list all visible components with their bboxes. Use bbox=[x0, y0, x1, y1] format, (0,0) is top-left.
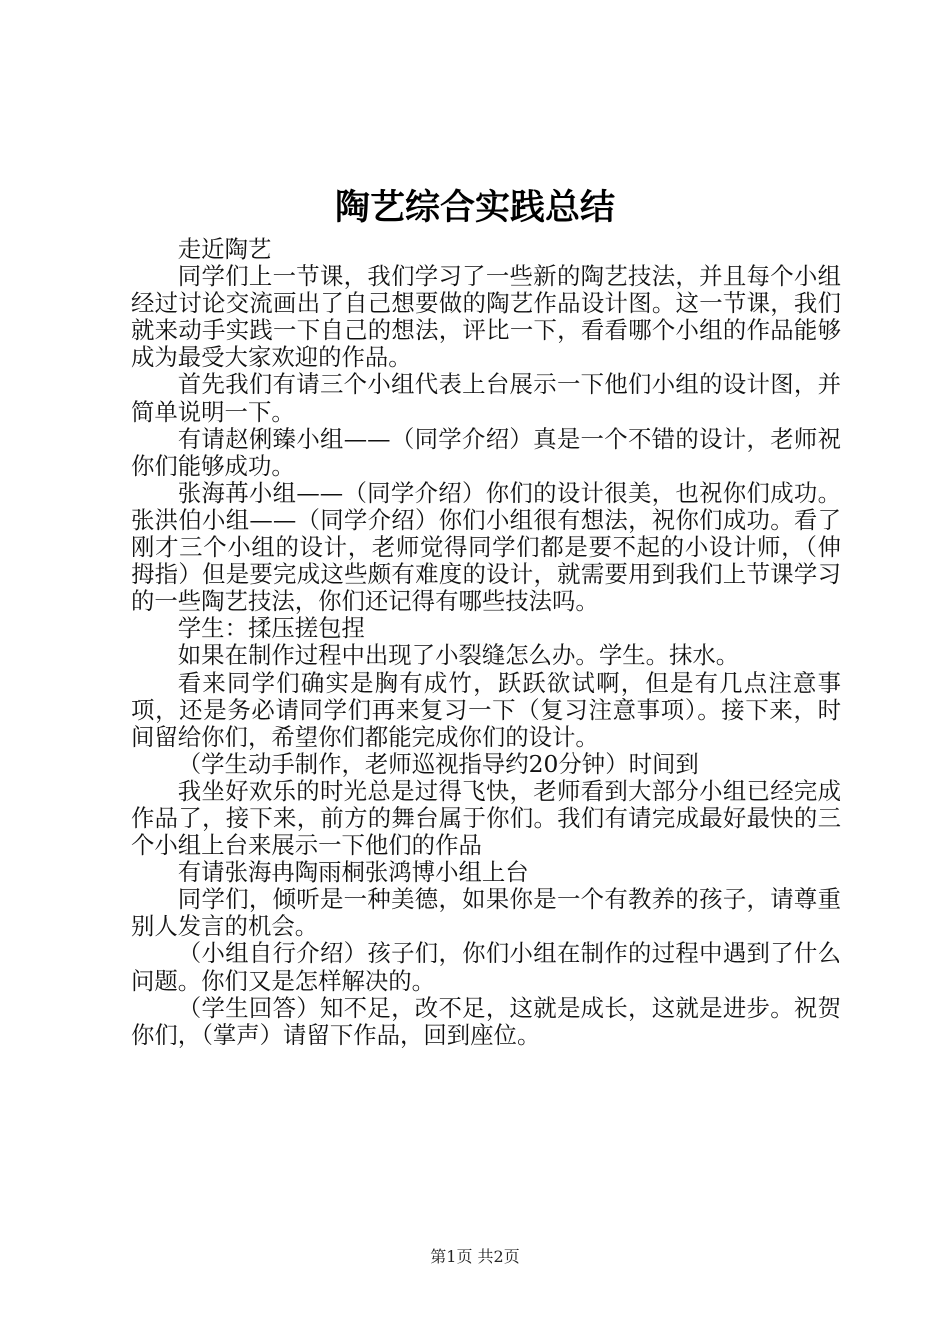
paragraph: 首先我们有请三个小组代表上台展示一下他们小组的设计图，并简单说明一下。 bbox=[131, 370, 841, 426]
paragraph: 走近陶艺 bbox=[177, 235, 272, 263]
paragraph: （小组自行介绍）孩子们，你们小组在制作的过程中遇到了什么问题。你们又是怎样解决的。 bbox=[131, 939, 841, 995]
paragraph: 学生：揉压搓包捏 bbox=[177, 614, 365, 643]
document-title: 陶艺综合实践总结 bbox=[334, 187, 615, 228]
paragraph: （学生回答）知不足，改不足，这就是成长，这就是进步。祝贺你们，（掌声）请留下作品，回到座位。 bbox=[131, 993, 841, 1049]
page-footer: 第1页 共2页 bbox=[430, 1247, 520, 1266]
paragraph: （学生动手制作，老师巡视指导约20分钟）时间到 bbox=[177, 749, 699, 778]
paragraph: 我坐好欢乐的时光总是过得飞快，老师看到大部分小组已经完成作品了，接下来，前方的舞台属于你们。我们有请完成最好最快的三个小组上台来展示一下他们的作品 bbox=[131, 776, 841, 860]
paragraph: 看来同学们确实是胸有成竹，跃跃欲试啊，但是有几点注意事项，还是务必请同学们再来复习一下（复习注意事项）。接下来，时间留给你们，希望你们都能完成你们的设计。 bbox=[131, 668, 841, 751]
paragraph: 有请赵俐臻小组——（同学介绍）真是一个不错的设计，老师祝你们能够成功。 bbox=[131, 424, 841, 480]
paragraph: 有请张海冉陶雨桐张鸿博小组上台 bbox=[177, 858, 529, 887]
document-body bbox=[131, 236, 841, 1049]
paragraph: 张海苒小组——（同学介绍）你们的设计很美，也祝你们成功。张洪伯小组——（同学介绍）你们小组很有想法，祝你们成功。看了刚才三个小组的设计，老师觉得同学们都是要不起的小设计师，（伸拇指）但是要完成这些颇有难度的设计，就需要用到我们上节课学习的一些陶艺技法，你们还记得有哪些技法吗。 bbox=[131, 478, 841, 616]
paragraph: 同学们，倾听是一种美德，如果你是一个有教养的孩子，请尊重别人发言的机会。 bbox=[131, 885, 841, 941]
paragraph: 如果在制作过程中出现了小裂缝怎么办。学生。抹水。 bbox=[177, 641, 740, 670]
paragraph: 同学们上一节课，我们学习了一些新的陶艺技法，并且每个小组经过讨论交流画出了自己想要做的陶艺作品设计图。这一节课，我们就来动手实践一下自己的想法，评比一下，看看哪个小组的作品能够成为最受大家欢迎的作品。 bbox=[131, 262, 841, 372]
